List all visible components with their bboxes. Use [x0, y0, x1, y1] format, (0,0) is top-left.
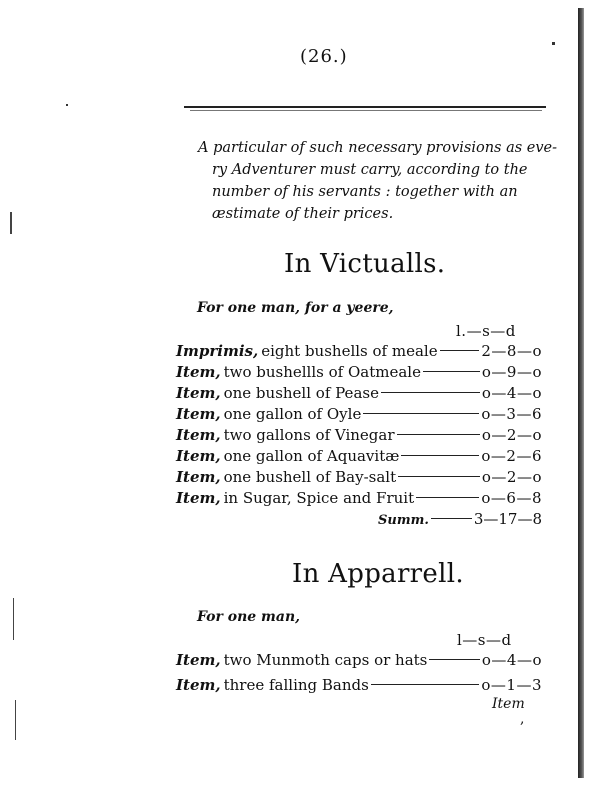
dot-leader [401, 455, 479, 456]
margin-mark [13, 598, 14, 640]
page-number: (26.) [300, 46, 348, 67]
page-edge-shadow [578, 8, 584, 778]
item-amount: o—4—o [481, 384, 542, 402]
ink-speck [66, 104, 68, 106]
intro-line: æstimate of their prices. [212, 206, 394, 222]
item-text: two gallons of Vinegar [223, 426, 395, 444]
item-amount: o—6—8 [481, 489, 542, 507]
list-item [176, 489, 542, 509]
section-heading-apparrell: In Apparrell. [292, 559, 464, 589]
list-item [176, 447, 542, 467]
dot-leader [397, 434, 480, 435]
item-amount: o—2—o [481, 468, 542, 486]
intro-line: A particular of such necessary provisions as eve- [198, 140, 558, 156]
item-lead: Item, [176, 447, 221, 465]
catchword-mark: , [520, 711, 525, 727]
item-text: two Munmoth caps or hats [223, 651, 428, 669]
header-rule-secondary [190, 110, 542, 111]
margin-mark [15, 700, 16, 740]
total-label: Summ. [378, 513, 429, 528]
dot-leader [440, 350, 480, 351]
list-item [176, 405, 542, 425]
item-amount: 2—8—o [481, 342, 542, 360]
list-item [176, 676, 542, 696]
section-heading-victuals: In Victualls. [284, 249, 446, 279]
item-text: one bushell of Bay-salt [223, 468, 397, 486]
list-item [176, 651, 542, 671]
item-text: in Sugar, Spice and Fruit [223, 489, 415, 507]
item-text: one gallon of Aquavitæ [223, 447, 400, 465]
intro-line: ry Adventurer must carry, according to the [212, 162, 528, 178]
header-rule [184, 106, 546, 108]
item-amount: o—2—o [481, 426, 542, 444]
margin-mark [10, 212, 12, 234]
intro-paragraph [198, 137, 558, 225]
list-item [176, 363, 542, 383]
dot-leader [429, 659, 480, 660]
item-lead: Item, [176, 426, 221, 444]
item-lead: Imprimis, [176, 342, 259, 360]
item-amount: o—3—6 [481, 405, 542, 423]
item-lead: Item, [176, 676, 221, 694]
dot-leader [431, 518, 472, 519]
dot-leader [363, 413, 479, 414]
item-amount: o—1—3 [481, 676, 542, 694]
item-amount: o—4—o [481, 651, 542, 669]
item-lead: Item, [176, 651, 221, 669]
item-text: two bushellls of Oatmeale [223, 363, 421, 381]
list-item [176, 426, 542, 446]
list-item [176, 342, 542, 362]
item-amount: o—2—6 [481, 447, 542, 465]
catchword: Item [492, 696, 525, 712]
list-item [176, 468, 542, 488]
item-text: eight bushells of meale [261, 342, 438, 360]
ink-speck [552, 42, 555, 45]
item-lead: Item, [176, 405, 221, 423]
item-text: one bushell of Pease [223, 384, 379, 402]
list-item [176, 384, 542, 404]
dot-leader [381, 392, 480, 393]
dot-leader [371, 684, 480, 685]
item-lead: Item, [176, 489, 221, 507]
item-lead: Item, [176, 384, 221, 402]
victuals-total [378, 510, 542, 530]
item-amount: o—9—o [481, 363, 542, 381]
victuals-subheading: For one man, for a yeere, [197, 300, 394, 316]
item-lead: Item, [176, 363, 221, 381]
apparrell-subheading: For one man, [197, 609, 300, 625]
item-text: three falling Bands [223, 676, 369, 694]
intro-line: number of his servants : together with an [212, 184, 518, 200]
dot-leader [398, 476, 480, 477]
total-amount: 3—17—8 [473, 510, 542, 528]
item-text: one gallon of Oyle [223, 405, 362, 423]
item-lead: Item, [176, 468, 221, 486]
victuals-column-headers: l.—s—d [456, 322, 516, 340]
apparrell-column-headers: l—s—d [457, 631, 512, 649]
dot-leader [416, 497, 479, 498]
dot-leader [423, 371, 480, 372]
